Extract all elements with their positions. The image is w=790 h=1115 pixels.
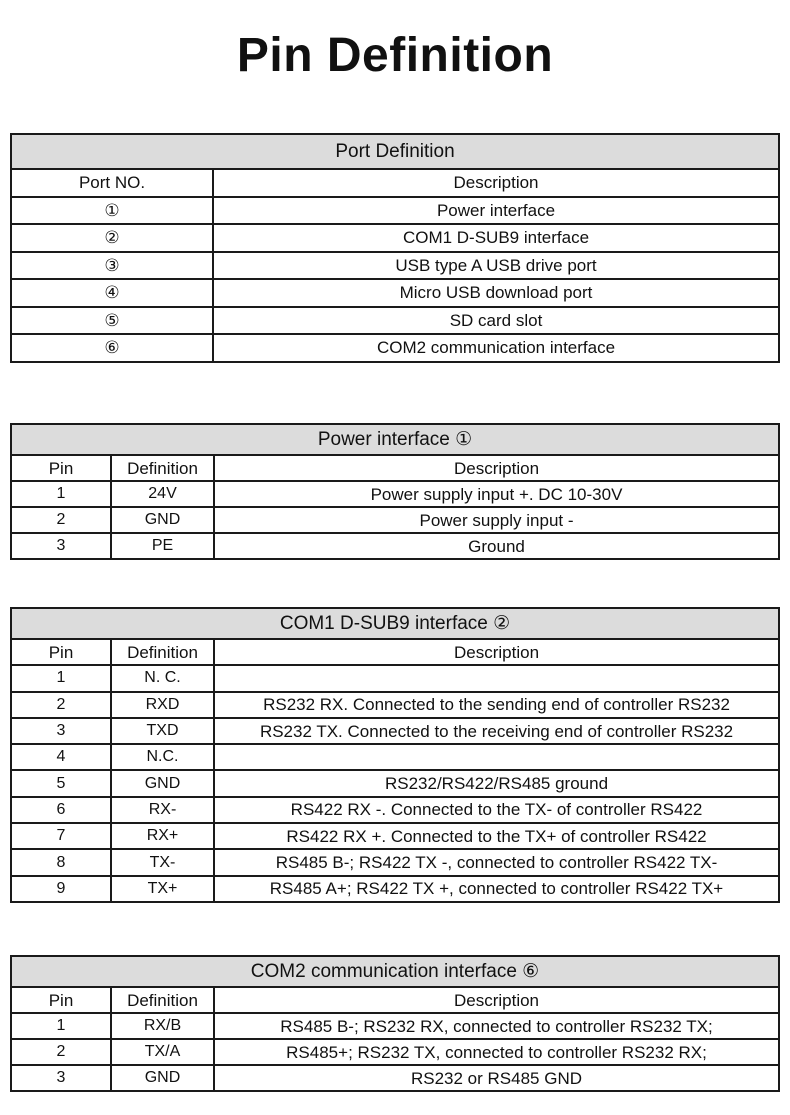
pin-definition: N. C.	[111, 665, 214, 691]
pin-description: Ground	[214, 533, 779, 559]
table-caption: COM2 communication interface ⑥	[11, 956, 779, 987]
table-caption: Power interface ①	[11, 424, 779, 455]
port-description: Power interface	[213, 197, 779, 225]
table-row	[11, 224, 779, 252]
column-header-pin: Pin	[11, 639, 111, 665]
port-number: ③	[11, 252, 213, 280]
port-definition-table	[10, 133, 780, 363]
pin-description: RS232 TX. Connected to the receiving end of controller RS232	[214, 718, 779, 744]
pin-definition: GND	[111, 507, 214, 533]
column-header-description: Description	[214, 639, 779, 665]
column-header-port-no: Port NO.	[11, 169, 213, 197]
table-row	[11, 533, 779, 559]
page-title: Pin Definition	[236, 29, 554, 82]
pin-description: RS422 RX -. Connected to the TX- of controller RS422	[214, 797, 779, 823]
table-row	[11, 252, 779, 280]
table-row	[11, 507, 779, 533]
power-interface-table	[10, 423, 780, 560]
table-row	[11, 770, 779, 796]
column-header-description: Description	[214, 455, 779, 481]
table-row	[11, 797, 779, 823]
table-row	[11, 197, 779, 225]
port-number: ④	[11, 279, 213, 307]
pin-definition: PE	[111, 533, 214, 559]
pin-description: RS485 B-; RS422 TX -, connected to controller RS422 TX-	[214, 849, 779, 875]
pin-definition: GND	[111, 770, 214, 796]
pin-number: 2	[11, 1039, 111, 1065]
pin-number: 2	[11, 507, 111, 533]
column-header-pin: Pin	[11, 987, 111, 1013]
pin-description: Power supply input -	[214, 507, 779, 533]
pin-definition: RX/B	[111, 1013, 214, 1039]
port-description: COM1 D-SUB9 interface	[213, 224, 779, 252]
port-description: COM2 communication interface	[213, 334, 779, 362]
pin-number: 9	[11, 876, 111, 902]
pin-definition: TX-	[111, 849, 214, 875]
table-row	[11, 718, 779, 744]
pin-number: 7	[11, 823, 111, 849]
pin-number: 5	[11, 770, 111, 796]
com1-interface-table	[10, 607, 780, 903]
table-row	[11, 1065, 779, 1091]
pin-description	[214, 744, 779, 770]
pin-definition: RX-	[111, 797, 214, 823]
pin-description: Power supply input +. DC 10-30V	[214, 481, 779, 507]
pin-description: RS232/RS422/RS485 ground	[214, 770, 779, 796]
pin-definition: 24V	[111, 481, 214, 507]
pin-description: RS485 B-; RS232 RX, connected to controller RS232 TX;	[214, 1013, 779, 1039]
table-row	[11, 334, 779, 362]
pin-number: 2	[11, 692, 111, 718]
pin-description	[214, 665, 779, 691]
table-row	[11, 823, 779, 849]
port-number: ⑤	[11, 307, 213, 335]
pin-number: 3	[11, 718, 111, 744]
column-header-description: Description	[213, 169, 779, 197]
pin-description: RS422 RX +. Connected to the TX+ of controller RS422	[214, 823, 779, 849]
pin-description: RS485+; RS232 TX, connected to controller RS232 RX;	[214, 1039, 779, 1065]
table-row	[11, 849, 779, 875]
table-caption: Port Definition	[11, 134, 779, 169]
column-header-pin: Pin	[11, 455, 111, 481]
port-description: SD card slot	[213, 307, 779, 335]
table-row	[11, 307, 779, 335]
table-row	[11, 876, 779, 902]
table-caption: COM1 D-SUB9 interface ②	[11, 608, 779, 639]
pin-definition: TX/A	[111, 1039, 214, 1065]
pin-number: 1	[11, 1013, 111, 1039]
pin-number: 3	[11, 533, 111, 559]
column-header-definition: Definition	[111, 987, 214, 1013]
table-row	[11, 1039, 779, 1065]
pin-number: 1	[11, 665, 111, 691]
pin-number: 1	[11, 481, 111, 507]
table-row	[11, 665, 779, 691]
pin-definition: RXD	[111, 692, 214, 718]
pin-description: RS232 or RS485 GND	[214, 1065, 779, 1091]
pin-number: 3	[11, 1065, 111, 1091]
column-header-description: Description	[214, 987, 779, 1013]
table-row	[11, 692, 779, 718]
pin-number: 4	[11, 744, 111, 770]
pin-definition: TXD	[111, 718, 214, 744]
port-number: ⑥	[11, 334, 213, 362]
pin-definition: GND	[111, 1065, 214, 1091]
table-row	[11, 279, 779, 307]
port-number: ①	[11, 197, 213, 225]
pin-description: RS485 A+; RS422 TX +, connected to controller RS422 TX+	[214, 876, 779, 902]
port-description: USB type A USB drive port	[213, 252, 779, 280]
table-row	[11, 744, 779, 770]
table-row	[11, 481, 779, 507]
port-description: Micro USB download port	[213, 279, 779, 307]
column-header-definition: Definition	[111, 455, 214, 481]
port-number: ②	[11, 224, 213, 252]
table-row	[11, 1013, 779, 1039]
pin-number: 8	[11, 849, 111, 875]
pin-description: RS232 RX. Connected to the sending end of controller RS232	[214, 692, 779, 718]
pin-definition: N.C.	[111, 744, 214, 770]
com2-interface-table	[10, 955, 780, 1092]
pin-definition: TX+	[111, 876, 214, 902]
pin-number: 6	[11, 797, 111, 823]
pin-definition: RX+	[111, 823, 214, 849]
column-header-definition: Definition	[111, 639, 214, 665]
